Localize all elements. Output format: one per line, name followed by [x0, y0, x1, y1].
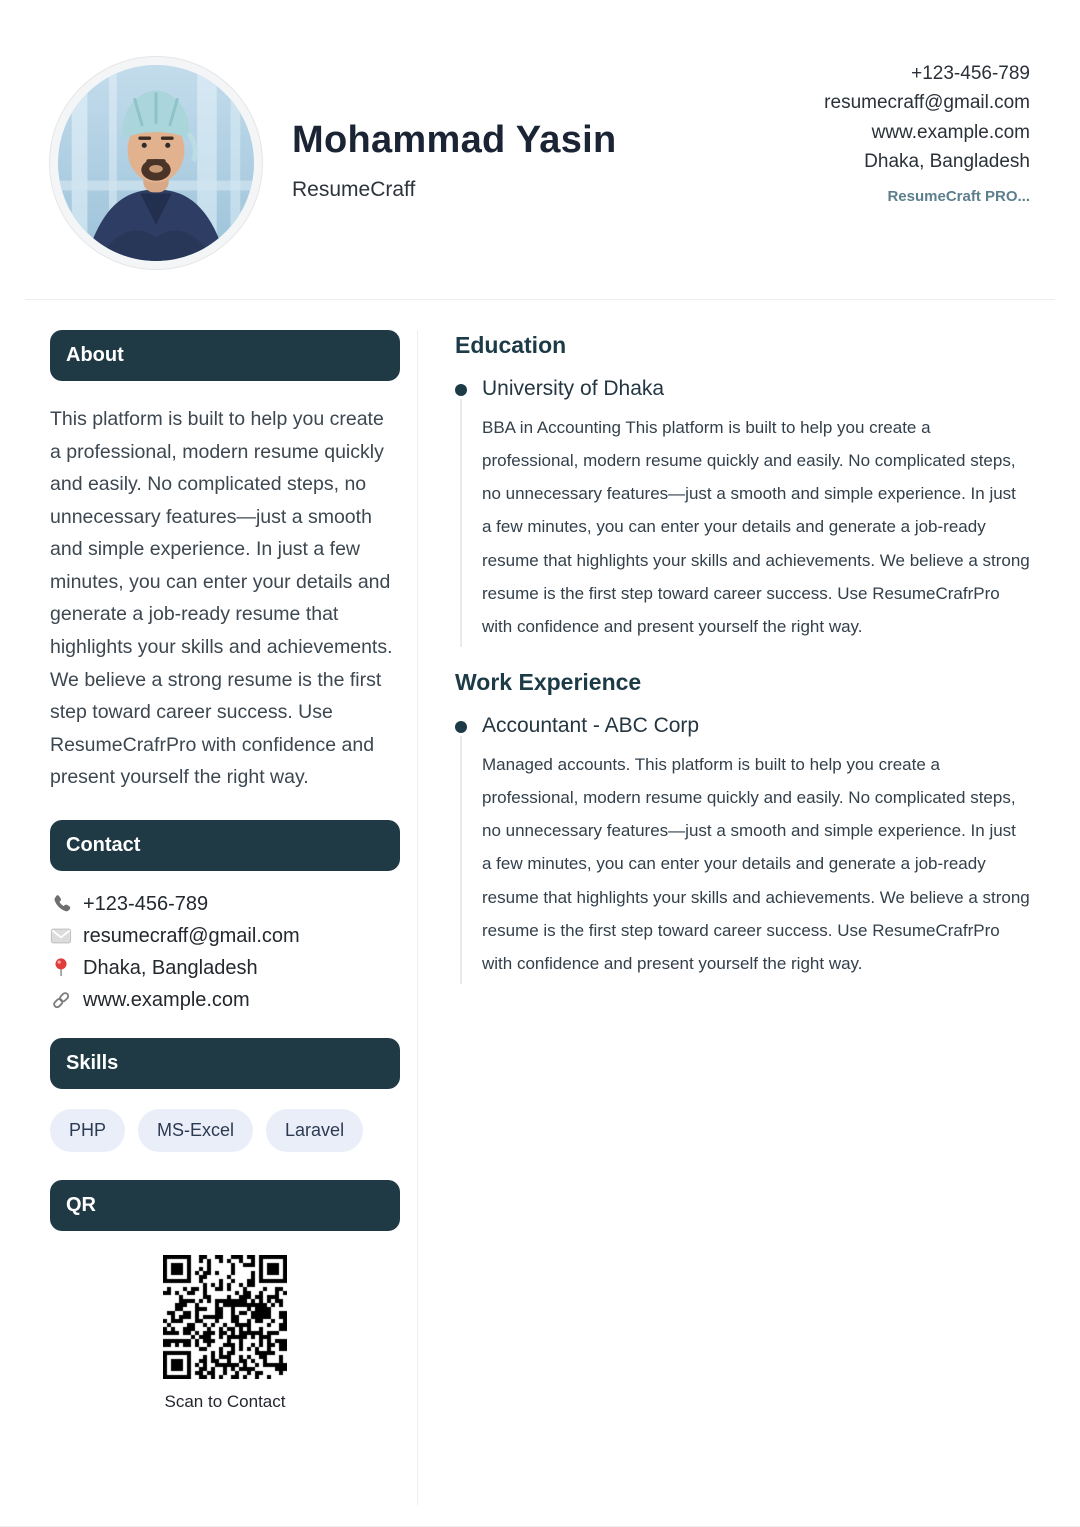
about-section-header: About	[50, 330, 400, 381]
phone-icon	[50, 893, 72, 915]
bullet-icon	[455, 721, 467, 733]
contact-list	[50, 893, 400, 1012]
person-name: Mohammad Yasin	[292, 119, 617, 161]
skill-chip: PHP	[50, 1109, 125, 1152]
about-text: This platform is built to help you create a professional, modern resume quickly and easily. No complicated steps, no unnecessary features—just a smooth and simple experience. In just a few minutes, you can enter your details and generate a job-ready resume that highlights your skills and achievements. We believe a strong resume is the first step toward career success. Use ResumeCrafrPro with confidence and present yourself the right way.	[50, 408, 393, 789]
education-entry-title: University of Dhaka	[482, 377, 665, 400]
skills-section-header: Skills	[50, 1038, 400, 1089]
qr-section-header: QR	[50, 1180, 400, 1231]
education-entry-body: BBA in Accounting This platform is built to help you create a professional, modern resume quickly and easily. No complicated steps, no unnecessary features—just a smooth and simple experience. In just a few minutes, you can enter your details and generate a job-ready resume that highlights your skills and achievements. We believe a strong resume is the first step toward career success. Use ResumeCrafrPro with confidence and present yourself the right way.	[482, 418, 1030, 636]
education-section	[455, 332, 1030, 643]
profile-photo-illustration	[58, 65, 254, 261]
contact-item-phone	[50, 893, 400, 916]
contact-section-header: Contact	[50, 820, 400, 871]
qr-block	[50, 1255, 400, 1412]
header-location: Dhaka, Bangladesh	[864, 151, 1030, 173]
person-title: ResumeCraff	[292, 178, 416, 201]
skills-list	[50, 1109, 400, 1152]
profile-photo	[50, 57, 262, 269]
contact-item-website	[50, 989, 400, 1012]
name-block	[292, 57, 617, 202]
content-column	[418, 330, 1030, 1505]
header-phone: +123-456-789	[911, 63, 1030, 84]
contact-item-email	[50, 925, 400, 948]
work-experience-section	[455, 669, 1030, 980]
email-icon	[50, 925, 72, 947]
work-entry-title: Accountant - ABC Corp	[482, 713, 700, 737]
brand-watermark: ResumeCraft PRO...	[887, 187, 1030, 205]
header-website: www.example.com	[871, 121, 1030, 143]
education-entry	[455, 377, 1030, 643]
website-icon	[50, 989, 72, 1011]
contact-item-label: +123-456-789	[83, 892, 209, 915]
bullet-icon	[455, 384, 467, 396]
header-email: resumecraff@gmail.com	[824, 92, 1030, 114]
section-title-work: Work Experience	[455, 668, 642, 695]
header	[0, 0, 1080, 269]
qr-caption: Scan to Contact	[164, 1391, 286, 1411]
contact-item-label: resumecraff@gmail.com	[83, 924, 300, 947]
work-entry-body: Managed accounts. This platform is built to help you create a professional, modern resume quickly and easily. No complicated steps, no unnecessary features—just a smooth and simple experience. In just a few minutes, you can enter your details and generate a job-ready resume that highlights your skills and achievements. We believe a strong resume is the first step toward career success. Use ResumeCrafrPro with confidence and present yourself the right way.	[482, 754, 1030, 973]
main-content	[0, 300, 1080, 1505]
skill-chip: MS-Excel	[138, 1109, 253, 1152]
header-contact-block	[824, 57, 1030, 208]
qr-code	[163, 1255, 287, 1379]
sidebar	[50, 330, 400, 1505]
skill-chip: Laravel	[266, 1109, 363, 1152]
work-entry	[455, 714, 1030, 980]
contact-item-label: Dhaka, Bangladesh	[83, 956, 258, 979]
location-icon	[50, 957, 72, 979]
contact-item-label: www.example.com	[83, 988, 250, 1011]
contact-item-location	[50, 957, 400, 980]
section-title-education: Education	[455, 332, 567, 358]
